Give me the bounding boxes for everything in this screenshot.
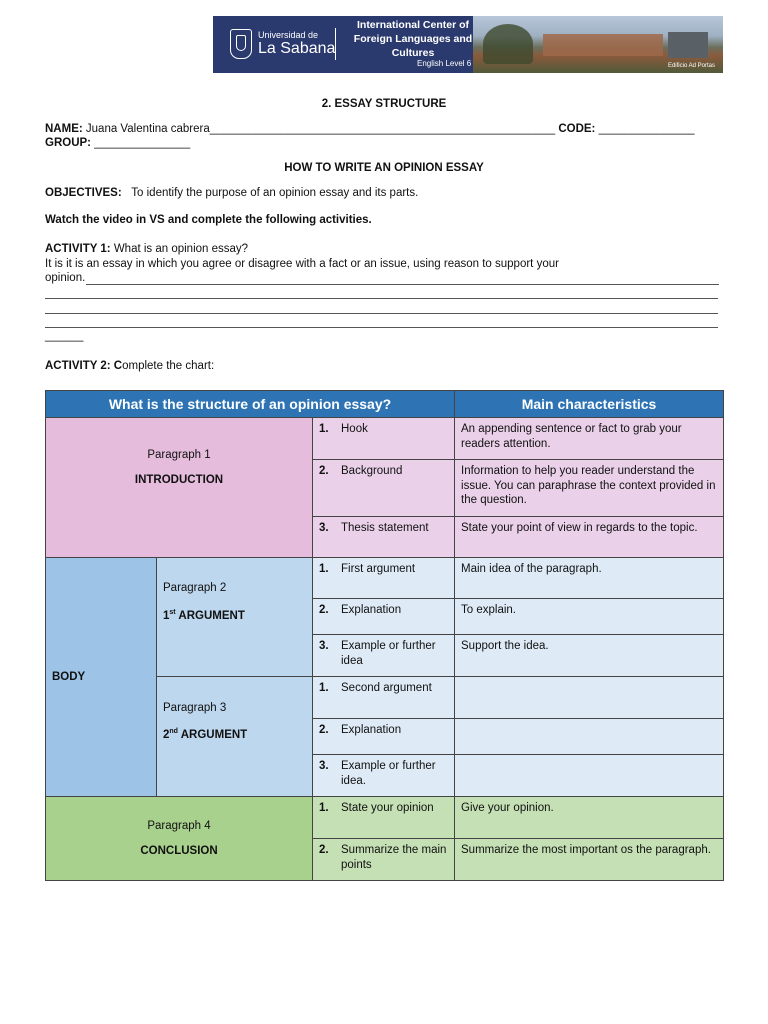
conclusion-desc[interactable]: Summarize the most important os the paragraph. [455,839,724,881]
photo-building [543,34,663,56]
item-label: Explanation [341,604,402,616]
arg2-title [163,725,306,742]
arg1-item [313,635,455,677]
item-number: 1. [319,802,329,814]
arg2-item [313,677,455,719]
objectives-text: To identify the purpose of an opinion essay and its parts. [131,187,419,199]
intro-item [313,460,455,517]
intro-desc[interactable]: An appending sentence or fact to grab your readers attention. [455,418,724,460]
activity1-question-text: What is an opinion essay? [113,243,249,255]
item-number: 2. [319,844,329,856]
table-row [46,418,724,460]
header-banner [213,16,723,73]
answer-rule [45,327,718,328]
intro-cell [46,418,313,558]
university-name-small: Universidad de [258,30,319,40]
photo-tree [483,24,533,64]
item-label: Example or further idea [341,640,436,667]
arg2-item [313,755,455,797]
intro-item [313,418,455,460]
essay-structure-table [45,390,724,881]
arg2-paragraph: Paragraph 3 [163,701,227,714]
photo-caption: Edificio Ad Portas [667,63,715,69]
activity2-text: omplete the chart: [122,360,215,372]
conclusion-name: CONCLUSION [140,844,218,857]
group-label: GROUP: [45,137,91,149]
header-characteristics: Main characteristics [455,391,724,418]
group-blank[interactable]: _______________ [94,137,191,149]
name-value[interactable]: Juana Valentina cabrera [85,123,210,135]
instruction: Watch the video in VS and complete the following activities. [45,214,372,226]
university-shield-logo [230,29,252,59]
photo-building-right [668,32,708,58]
name-blank: ______________________________________________________ [209,123,556,135]
arg2-cell [157,677,313,797]
arg2-item [313,719,455,755]
arg1-cell [157,558,313,677]
arg2-name: ARGUMENT [180,728,248,741]
item-number: 1. [319,682,329,694]
answer-rule-tail: ______ [45,330,84,342]
table-row [46,797,724,839]
item-number: 3. [319,760,329,772]
arg1-ordinal: 1 [163,609,170,622]
objectives [45,187,418,199]
arg1-paragraph: Paragraph 2 [163,582,227,595]
item-label: Explanation [341,724,402,736]
arg2-desc[interactable] [455,755,724,797]
activity1-label: ACTIVITY 1: [45,243,111,255]
item-number: 2. [319,465,329,477]
conclusion-paragraph: Paragraph 4 [147,820,211,832]
english-level: English Level 6 [417,59,472,68]
item-label: Hook [341,423,368,435]
arg1-name: ARGUMENT [178,609,245,622]
arg1-item [313,558,455,599]
item-label: Background [341,465,403,477]
arg1-suffix: st [169,608,176,616]
arg2-desc[interactable] [455,719,724,755]
arg2-suffix: nd [169,728,178,736]
item-number: 2. [319,724,329,736]
center-name: International Center of Foreign Languages and Cultures [353,19,473,59]
body-cell: BODY [46,558,157,797]
campus-photo [473,16,723,73]
conclusion-item [313,839,455,881]
answer-rule [86,284,719,285]
activity2-label: ACTIVITY 2: C [45,360,123,372]
arg1-item [313,599,455,635]
item-number: 1. [319,423,329,435]
item-label: Summarize the main points [341,844,447,871]
arg1-title [163,606,306,623]
item-number: 3. [319,522,329,534]
item-label: Example or further idea. [341,760,436,787]
activity1-question [45,243,248,255]
answer-rule [45,298,718,299]
code-blank[interactable]: _______________ [598,123,695,135]
conclusion-cell [46,797,313,881]
item-label: Second argument [341,682,432,694]
intro-name: INTRODUCTION [134,473,224,486]
group-line [45,137,190,149]
conclusion-desc[interactable]: Give your opinion. [455,797,724,839]
name-label: NAME: [45,123,83,135]
arg2-ordinal: 2 [163,728,170,741]
banner-divider [335,28,336,60]
subtitle: HOW TO WRITE AN OPINION ESSAY [284,162,484,174]
intro-paragraph: Paragraph 1 [147,449,211,461]
arg2-desc[interactable] [455,677,724,719]
header-structure: What is the structure of an opinion essay? [46,391,455,418]
item-number: 1. [319,563,329,575]
table-row [46,558,724,599]
arg1-desc[interactable]: Main idea of the paragraph. [455,558,724,599]
item-number: 3. [319,640,329,652]
university-name: La Sabana [258,40,336,57]
page-title: 2. ESSAY STRUCTURE [321,98,447,110]
item-label: First argument [341,563,416,575]
item-label: State your opinion [341,802,434,814]
objectives-label: OBJECTIVES: [45,187,122,199]
intro-desc[interactable]: Information to help you reader understand the issue. You can paraphrase the context provided in the question. [455,460,724,517]
item-label: Thesis statement [341,522,429,534]
intro-item [313,517,455,558]
activity2-instruction [45,360,214,372]
code-label: CODE: [558,123,596,135]
conclusion-item [313,797,455,839]
name-line [45,123,695,135]
activity1-answer-line2[interactable]: opinion. [45,272,86,284]
arg1-desc[interactable]: To explain. [455,599,724,635]
answer-rule [45,313,718,314]
arg1-desc[interactable]: Support the idea. [455,635,724,677]
intro-desc[interactable]: State your point of view in regards to the topic. [455,517,724,558]
table-header-row [46,391,724,418]
activity1-answer-line1[interactable]: It is it is an essay in which you agree or disagree with a fact or an issue, using reason to support your [45,258,559,270]
item-number: 2. [319,604,329,616]
